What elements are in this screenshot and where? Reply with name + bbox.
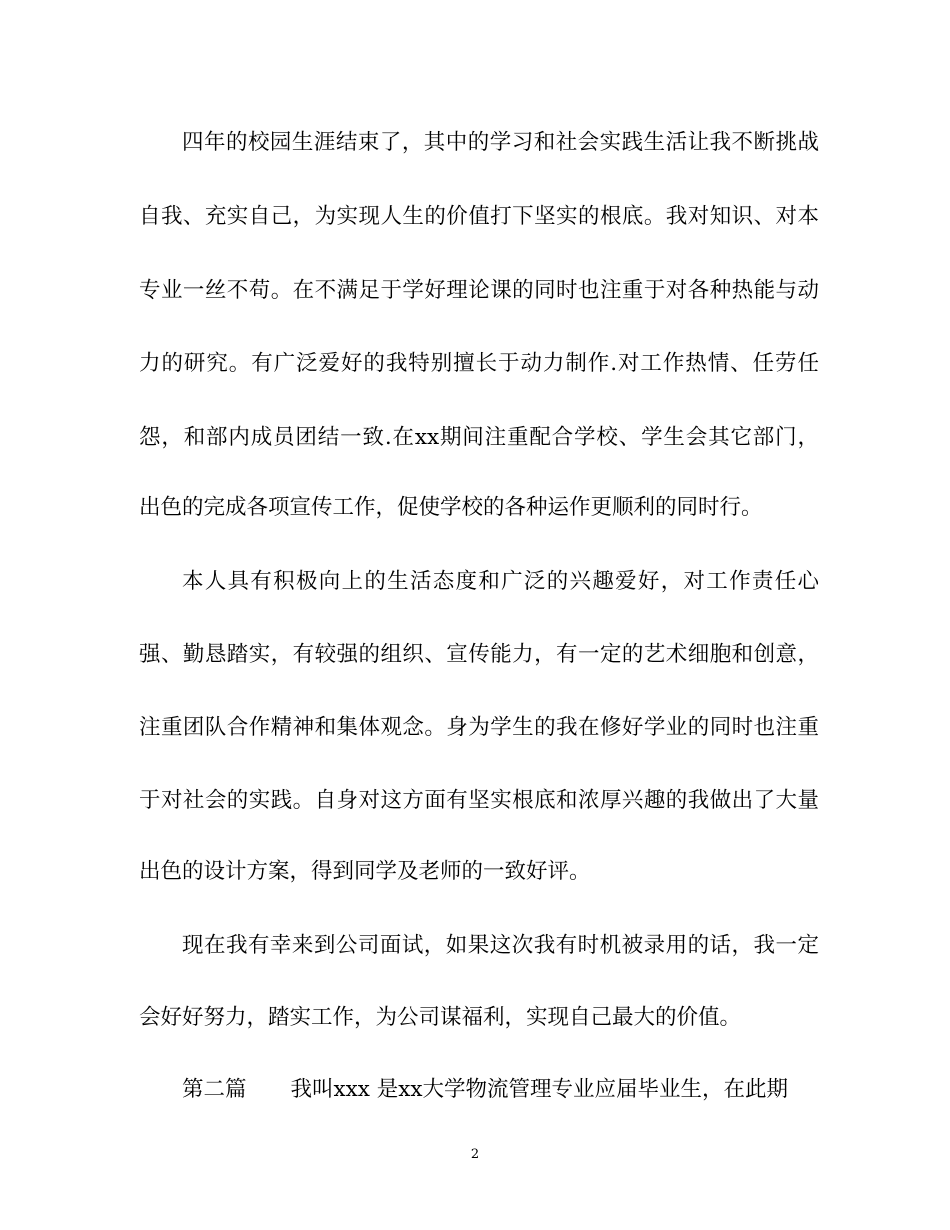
paragraph-3-line-1: 现在我有幸来到公司面试，如果这次我有时机被录用的话，我一定: [182, 933, 819, 958]
paragraph-1-line-4: 力的研究。有广泛爱好的我特别擅长于动力制作.对工作热情、任劳任: [139, 351, 819, 376]
paragraph-1-line-1: 四年的校园生涯结束了，其中的学习和社会实践生活让我不断挑战: [182, 130, 819, 155]
paragraph-2-line-3: 注重团队合作精神和集体观念。身为学生的我在修好学业的同时也注重: [139, 715, 819, 740]
second-section-text: 我叫xxx 是xx大学物流管理专业应届毕业生，在此期: [290, 1077, 788, 1102]
second-section-line: [182, 1075, 819, 1105]
paragraph-1-line-5: 怨，和部内成员团结一致.在xx期间注重配合学校、学生会其它部门，: [139, 425, 819, 450]
paragraph-1-line-3: 专业一丝不苟。在不满足于学好理论课的同时也注重于对各种热能与动: [139, 278, 819, 303]
page-number: 2: [470, 1147, 480, 1162]
paragraph-2-line-5: 出色的设计方案，得到同学及老师的一致好评。: [139, 859, 591, 884]
paragraph-1-line-6: 出色的完成各项宣传工作，促使学校的各种运作更顺利的同时行。: [139, 495, 763, 520]
paragraph-1-line-2: 自我、充实自己，为实现人生的价值打下坚实的根底。我对知识、对本: [139, 204, 819, 229]
section-heading: 第二篇: [182, 1077, 247, 1102]
paragraph-2-line-2: 强、勤恳踏实，有较强的组织、宣传能力，有一定的艺术细胞和创意，: [139, 642, 819, 667]
paragraph-2-line-4: 于对社会的实践。自身对这方面有坚实根底和浓厚兴趣的我做出了大量: [139, 788, 819, 813]
paragraph-2-line-1: 本人具有积极向上的生活态度和广泛的兴趣爱好，对工作责任心: [182, 569, 819, 594]
paragraph-3-line-2: 会好好努力，踏实工作，为公司谋福利，实现自己最大的价值。: [139, 1005, 742, 1030]
